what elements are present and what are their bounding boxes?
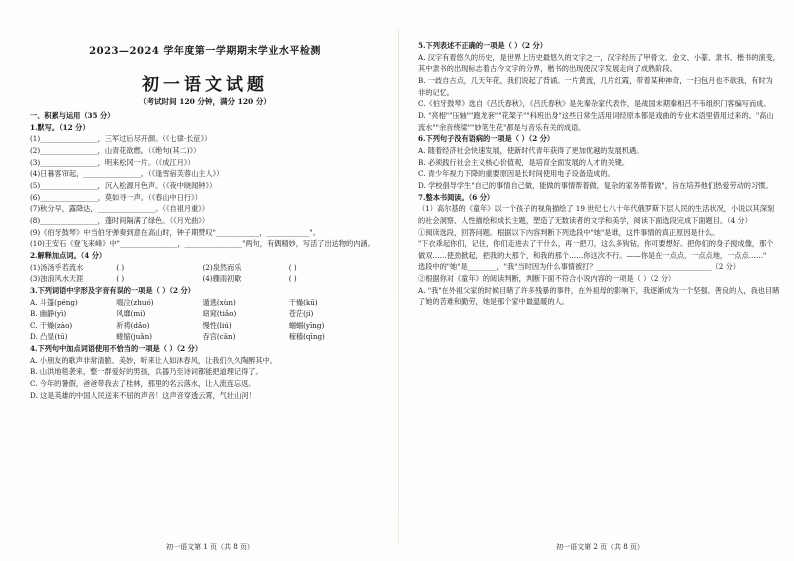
q7-sub-2: ②根据你对《童年》的阅读判断，判断下面不符合小说内容的一项是（ ）（2 分） (418, 274, 676, 284)
q2-answer-blank[interactable]: ( ) (116, 262, 125, 272)
q3-option-row (30, 297, 375, 309)
q7-quote: "下衣乖起你们，记住，你们走进去了干什么，再一把刀，这么多钩钻，你可要想好。把你们的身子搅成像，那个做双……使劲掀起，把我的大那个，和我的那个……你这次不行。——你是在一点点、一点点地，一点点……" (418, 239, 774, 260)
q1-line-5: (5)________________，沉入松源月色声。（《夜中晓闻钟》） (30, 180, 217, 190)
q1-line-8: (8)________________，蓬时间隔满了绿色。（《月光曲》） (30, 215, 210, 225)
question-6-title: 6.下列句子没有语病的一项是（ ）（2 分） (418, 134, 555, 144)
q3-option-row (30, 331, 375, 343)
section-heading: 一、积累与运用（35 分） (30, 111, 115, 120)
right-page-footer: 初一语文第 2 页（共 8 页） (556, 543, 644, 551)
q7-option-a: A. "我"在外祖父家的时候目睹了许多残暴的事件，在外祖母的影响下，我逐渐成为一个坚强、善良的人，我也目睹了她的苦难和勤劳，她是那个家中最温暖的人。 (418, 285, 780, 307)
q3-option-row (30, 320, 375, 332)
q1-line-3: (3)________________，明来松冈一片。（《成江月》） (30, 157, 195, 167)
q2-row-1 (30, 262, 375, 274)
q6-option-c: C. 青少年视力下降的重要原因是长时间使用电子设备造成的。 (418, 169, 615, 179)
q4-option-d: D. 这是英雄的中国人民送来不屈的声音！这声音穿透云霄，气壮山河！ (30, 390, 256, 400)
question-4-title: 4.下列句中加点词语使用不恰当的一项是（ ）（2 分） (30, 344, 203, 354)
q6-option-b: B. 必须践行社会主义核心价值观，是培育全面发展的人才的关键。 (418, 157, 630, 167)
q3-word: 稼穑(qīng) (288, 332, 325, 342)
left-page-body (30, 110, 375, 401)
q2-item: (1)汤汤乎若流水 (30, 262, 84, 272)
q3-word: 风靡(mí) (116, 309, 146, 319)
page-fold-divider (398, 30, 399, 545)
q3-word: D. 凸显(tū) (30, 332, 68, 342)
q2-item: (4)骤雨初歇 (202, 274, 242, 284)
q6-option-a: A. 随着经济社会快速发展，使新时代青年获得了更加优越的发展机遇。 (418, 145, 644, 155)
q3-word: 啜泣(zhuó) (116, 297, 154, 307)
question-2-title: 2.解释加点词。（4 分） (30, 250, 107, 260)
q5-option-b: B. 一歧自古点，几天年花，我们说起了背诵。一片黄流，几片红霞，带着某种神奇，一扫包月也不欲我，有时为非的记忆。 (418, 75, 773, 97)
q2-answer-blank[interactable]: ( ) (116, 274, 125, 284)
q3-word: 苍茫(jí) (288, 309, 314, 319)
q3-word: 慢性(liú) (202, 320, 232, 330)
q6-option-d: D. 学校倡导学生"自己的事情自己做，能做的事情帮着做，复杂的家务帮着做"，旨在培养他们热爱劳动的习惯。 (418, 180, 773, 190)
q2-answer-blank[interactable]: ( ) (288, 262, 297, 272)
exam-header: 2023—2024 学年度第一学期期末学业水平检测 (89, 46, 321, 57)
q1-line-10: (10)王安石《登飞来峰》中"________________，________________"两句，有偶精妙，写活了出达物的内涵。 (30, 239, 375, 249)
q1-line-7: (7)秋分早，露降达，________________。（《自祖月重》） (30, 204, 210, 214)
q5-option-c: C.《伯牙鼓琴》选自《吕氏春秋》，《吕氏春秋》是先秦杂家代表作，是战国末期秦相吕不韦组织门客编写而成。 (418, 99, 771, 109)
q3-word: C. 干燥(zào) (30, 320, 73, 330)
q1-line-1: (1)________________，三军过后尽开颜。（《七律·长征》） (30, 134, 212, 144)
q2-row-2 (30, 273, 375, 285)
q1-line-4: (4)日暮客帘起，________________。（《逢雪宿芙蓉山主人》） (30, 169, 224, 179)
left-page-footer: 初一语文第 1 页（共 8 页） (166, 543, 254, 551)
q3-word: 吞宫(cān) (202, 332, 236, 342)
question-7-title: 7.整本书阅读。（6 分） (418, 192, 495, 202)
exam-title: 初一语文试题 (142, 75, 268, 95)
q7-sub-1: ①阅读选段，回答问题。根据以下内容判断下列选段中"她"是谁，这件事情的真正原因是什么。 (418, 227, 720, 237)
q5-option-d: D. "亮相""压轴""跑龙套""花架子""科班出身"这些日常生活用词经原本都是戏曲的专业术语里借用过来的。"高山流水""余音绕梁""妙笔生花"都是与音乐有关的成语。 (418, 110, 774, 132)
q4-option-c: C. 今年的暑假，爸爸带我去了桂林，那里的名云落水，让人流连忘返。 (30, 379, 256, 389)
q2-item: (2)泉然而乐 (202, 262, 242, 272)
question-3-title: 3.下列词语中字形及字音有误的一项是（ ）（2 分） (30, 285, 195, 295)
exam-info: （考试时间 120 分钟，满分 120 分） (139, 97, 271, 106)
q5-option-a: A. 汉字有着悠久的历史，是世界上历史最悠久的文字之一，汉字经历了甲骨文、金文、小篆、隶书、楷书的演变，其中隶书的出现标志着古今文字的分界，楷书的出现使汉字发展走向了成熟阶段。 (418, 52, 780, 74)
q4-option-a: A. 小朋友的歌声非常清脆、美妙，听来让人如沐春风，让我们久久陶醉其中。 (30, 355, 277, 365)
q1-line-2: (2)________________，山青花欲燃。（《绝句(其二)》） (30, 145, 201, 155)
q2-answer-blank[interactable]: ( ) (288, 274, 297, 284)
q3-word: B. 幽静(yì) (30, 309, 67, 319)
q1-line-9: (9)《伯牙鼓琴》中当伯牙弹奏到意在高山时，钟子期赞叹"____________，____________"。 (30, 227, 320, 237)
q3-word: 遁逃(xùn) (202, 297, 236, 307)
q3-word: 蜷缩(juǎn) (116, 332, 153, 342)
q3-word: A. 斗篷(péng) (30, 297, 78, 307)
q3-option-row (30, 308, 375, 320)
right-page-body (418, 40, 780, 308)
question-1-title: 1.默写。（12 分） (30, 122, 90, 132)
q7-question-1: 选段中的"她"是________，"我"当时因为什么事情被打？________________________________（2 分） (418, 262, 740, 272)
question-5-title: 5.下列表述不正确的一项是（ ）（2 分） (418, 41, 547, 50)
q3-word: 祈祷(dǎo) (116, 320, 150, 330)
q3-word: 窈窕(tiǎo) (202, 309, 237, 319)
q2-item: (3)浊浪风水天涯 (30, 274, 84, 284)
q1-line-6: (6)________________，莫如寻一声。（《春山中日行》） (30, 192, 202, 202)
q3-word: 蝈蝈(yīng) (288, 320, 325, 330)
q7-intro: （1）高尔基的《童年》以一个孩子的视角描绘了 19 世纪七八十年代俄罗斯下层人民的生活状况，小说以其深刻的社会洞察、人性描绘和成长主题，塑造了无数读者的文学和美学，阅读下面选段完成下面题目。（4 分） (418, 204, 775, 225)
q3-word: 干燥(kū) (288, 297, 318, 307)
q4-option-b: B. 山洪地毯袭来，整一群爱好的男孩，兵器乃至诗词都能把道理记得了。 (30, 367, 263, 377)
